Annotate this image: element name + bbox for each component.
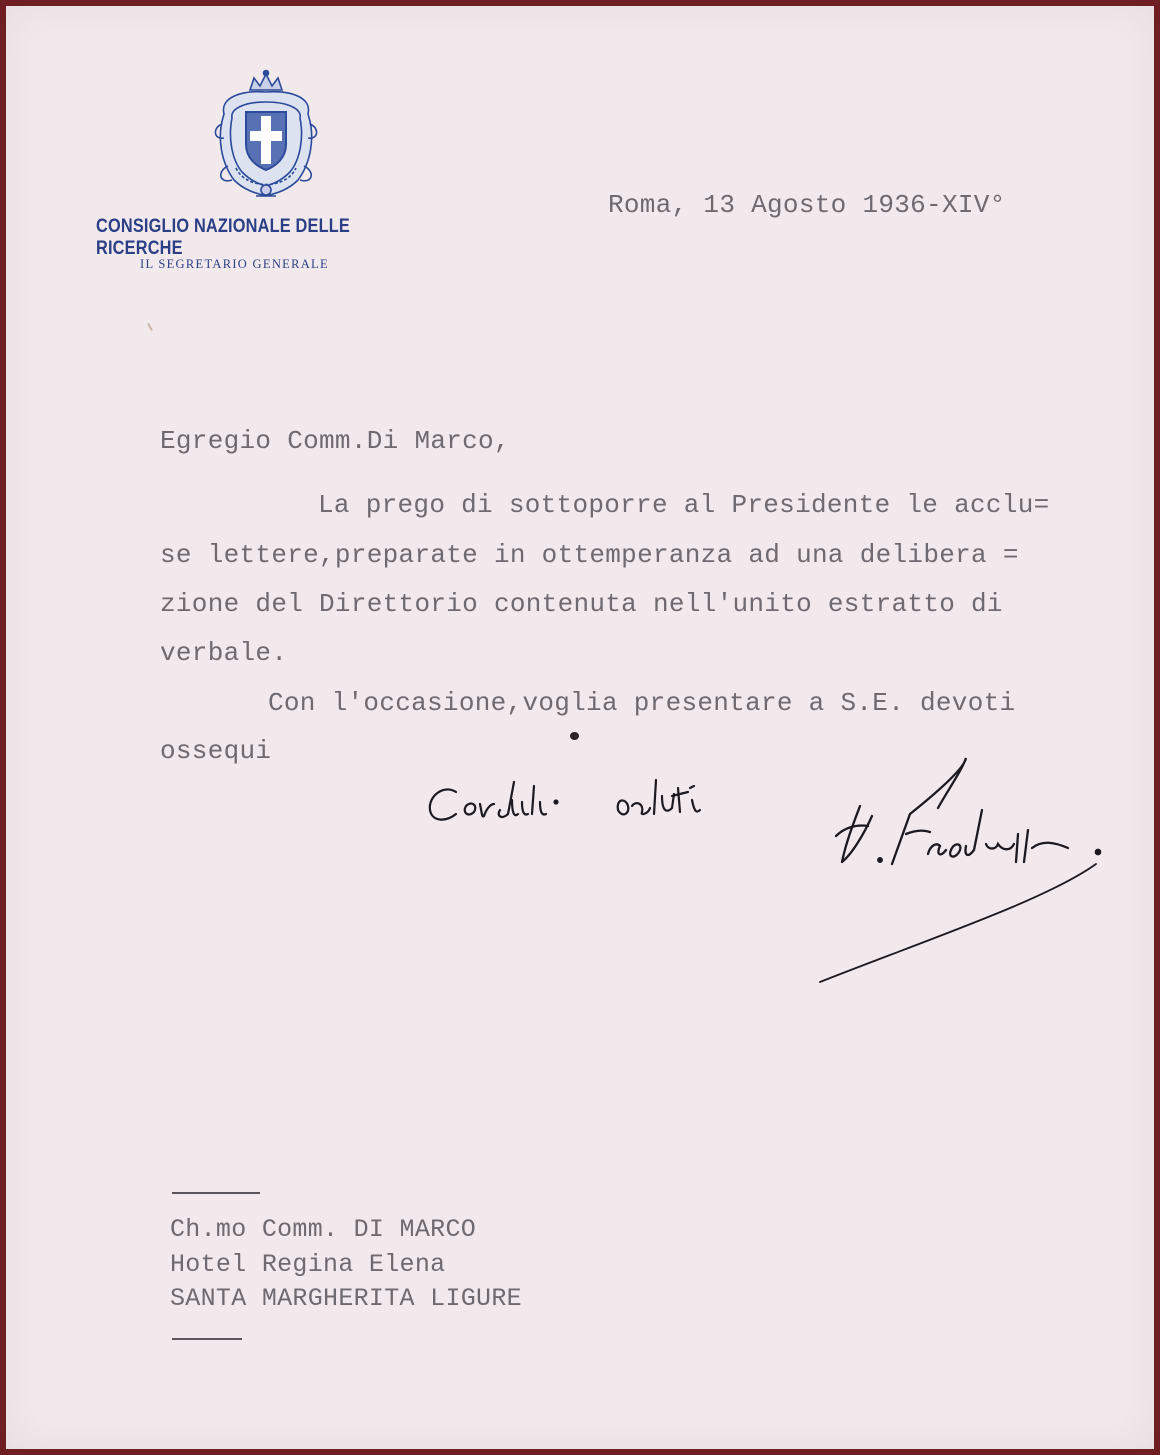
body-line: zione del Direttorio contenuta nell'unito estratto di xyxy=(160,589,1003,619)
handwritten-closing xyxy=(422,770,792,840)
ink-blot xyxy=(570,732,579,740)
addressee-city: SANTA MARGHERITA LIGURE xyxy=(170,1284,522,1313)
date-line: Roma, 13 Agosto 1936-XIV° xyxy=(608,190,1006,220)
handwritten-signature xyxy=(806,750,1126,990)
divider-rule xyxy=(172,1338,242,1340)
body-line: La prego di sottoporre al Presidente le acclu= xyxy=(318,490,1050,520)
royal-crest-icon xyxy=(206,68,326,206)
body-line: Con l'occasione,voglia presentare a S.E. devoti xyxy=(268,688,1016,718)
body-line: verbale. xyxy=(160,638,288,668)
salutation: Egregio Comm.Di Marco, xyxy=(160,426,510,456)
organization-name: CONSIGLIO NAZIONALE DELLE RICERCHE xyxy=(96,216,350,259)
addressee-hotel: Hotel Regina Elena xyxy=(170,1250,446,1279)
divider-rule xyxy=(172,1192,260,1194)
body-line: se lettere,preparate in ottemperanza ad una delibera = xyxy=(160,540,1019,570)
office-title: IL SEGRETARIO GENERALE xyxy=(140,257,329,271)
addressee-name: Ch.mo Comm. DI MARCO xyxy=(170,1215,477,1244)
paper-stain xyxy=(147,323,153,331)
body-line: ossequi xyxy=(160,736,272,766)
letter-page xyxy=(6,6,1154,1449)
